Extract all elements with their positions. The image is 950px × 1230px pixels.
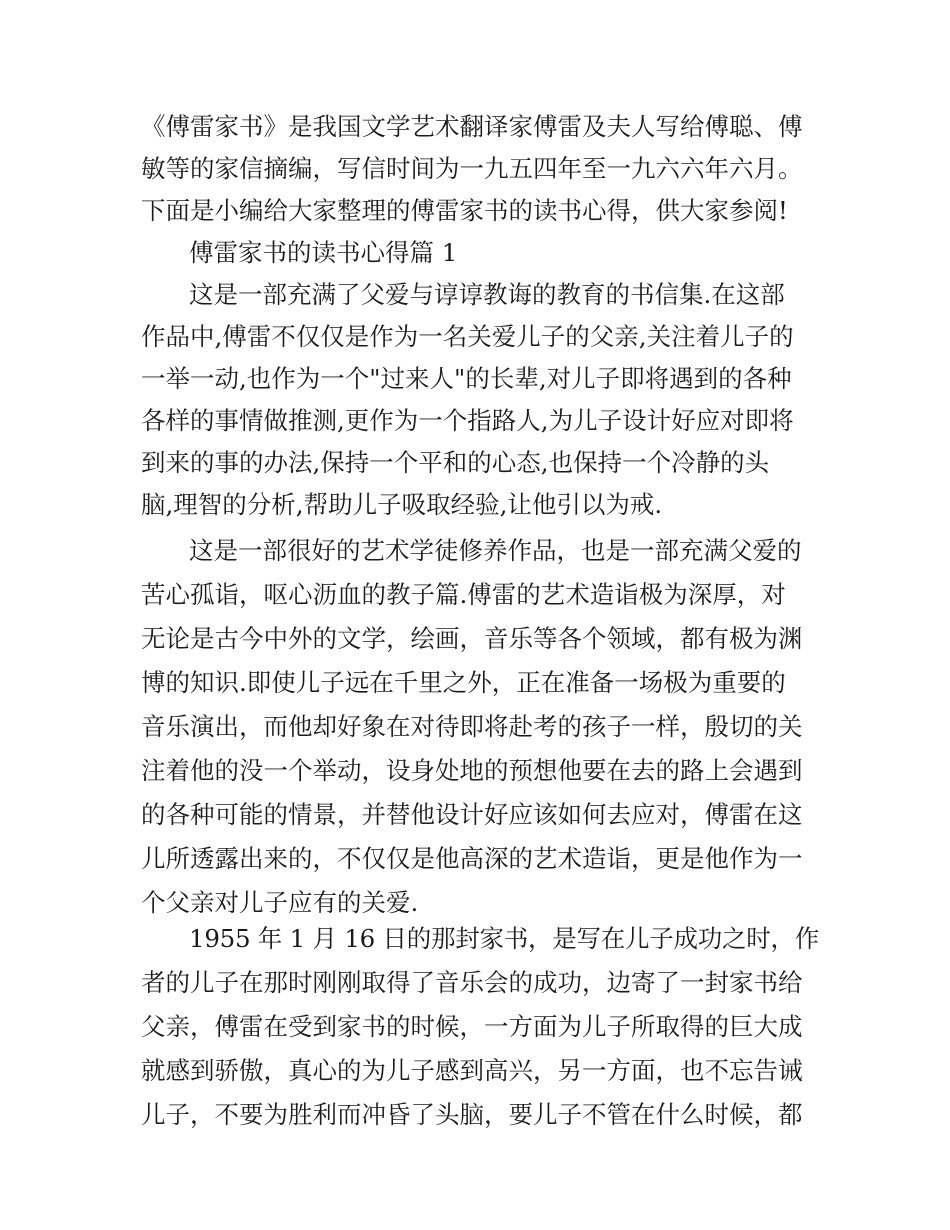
paragraph-1-line-6: 脑,理智的分析,帮助儿子吸取经验,让他引以为戒.	[141, 490, 663, 519]
paragraph-3-line-4: 就感到骄傲，真心的为儿子感到高兴，另一方面，也不忘告诫	[141, 1056, 803, 1085]
paragraph-2-line-9: 个父亲对儿子应有的关爱.	[141, 888, 419, 917]
paragraph-2-line-3: 无论是古今中外的文学，绘画，音乐等各个领域，都有极为渊	[141, 624, 803, 653]
paragraph-2-line-4: 博的知识.即使儿子远在千里之外，正在准备一场极为重要的	[141, 668, 786, 697]
paragraph-1-line-1: 这是一部充满了父爱与谆谆教诲的教育的书信集.在这部	[189, 280, 785, 309]
intro-line-3: 下面是小编给大家整理的傅雷家书的读书心得，供大家参阅!	[141, 196, 788, 225]
intro-line-2: 敏等的家信摘编，写信时间为一九五四年至一九六六年六月。	[141, 154, 803, 183]
paragraph-2-line-6: 注着他的没一个举动，设身处地的预想他要在去的路上会遇到	[141, 756, 803, 785]
paragraph-2-line-8: 儿所透露出来的，不仅仅是他高深的艺术造诣，更是他作为一	[141, 844, 803, 873]
paragraph-1-line-5: 到来的事的办法,保持一个平和的心态,也保持一个冷静的头	[141, 448, 770, 477]
paragraph-2-line-5: 音乐演出，而他却好象在对待即将赴考的孩子一样，殷切的关	[141, 712, 803, 741]
paragraph-2-line-7: 的各种可能的情景，并替他设计好应该如何去应对，傅雷在这	[141, 800, 803, 829]
paragraph-1-line-3: 一举一动,也作为一个"过来人"的长辈,对儿子即将遇到的各种	[141, 364, 792, 393]
paragraph-3-line-5: 儿子，不要为胜利而冲昏了头脑，要儿子不管在什么时候，都	[141, 1100, 803, 1129]
paragraph-1-line-2: 作品中,傅雷不仅仅是作为一名关爱儿子的父亲,关注着儿子的	[141, 322, 794, 351]
section-heading: 傅雷家书的读书心得篇 1	[189, 238, 458, 267]
paragraph-2-line-1: 这是一部很好的艺术学徒修养作品，也是一部充满父爱的	[189, 536, 802, 565]
paragraph-3-line-1: 1955 年 1 月 16 日的那封家书，是写在儿子成功之时，作	[189, 924, 820, 953]
paragraph-2-line-2: 苦心孤诣，呕心沥血的教子篇.傅雷的艺术造诣极为深厚，对	[141, 580, 786, 609]
paragraph-1-line-4: 各样的事情做推测,更作为一个指路人,为儿子设计好应对即将	[141, 406, 794, 435]
paragraph-3-line-3: 父亲，傅雷在受到家书的时候，一方面为儿子所取得的巨大成	[141, 1012, 803, 1041]
intro-line-1: 《傅雷家书》是我国文学艺术翻译家傅雷及夫人写给傅聪、傅	[141, 112, 803, 141]
paragraph-3-line-2: 者的儿子在那时刚刚取得了音乐会的成功，边寄了一封家书给	[141, 968, 803, 997]
